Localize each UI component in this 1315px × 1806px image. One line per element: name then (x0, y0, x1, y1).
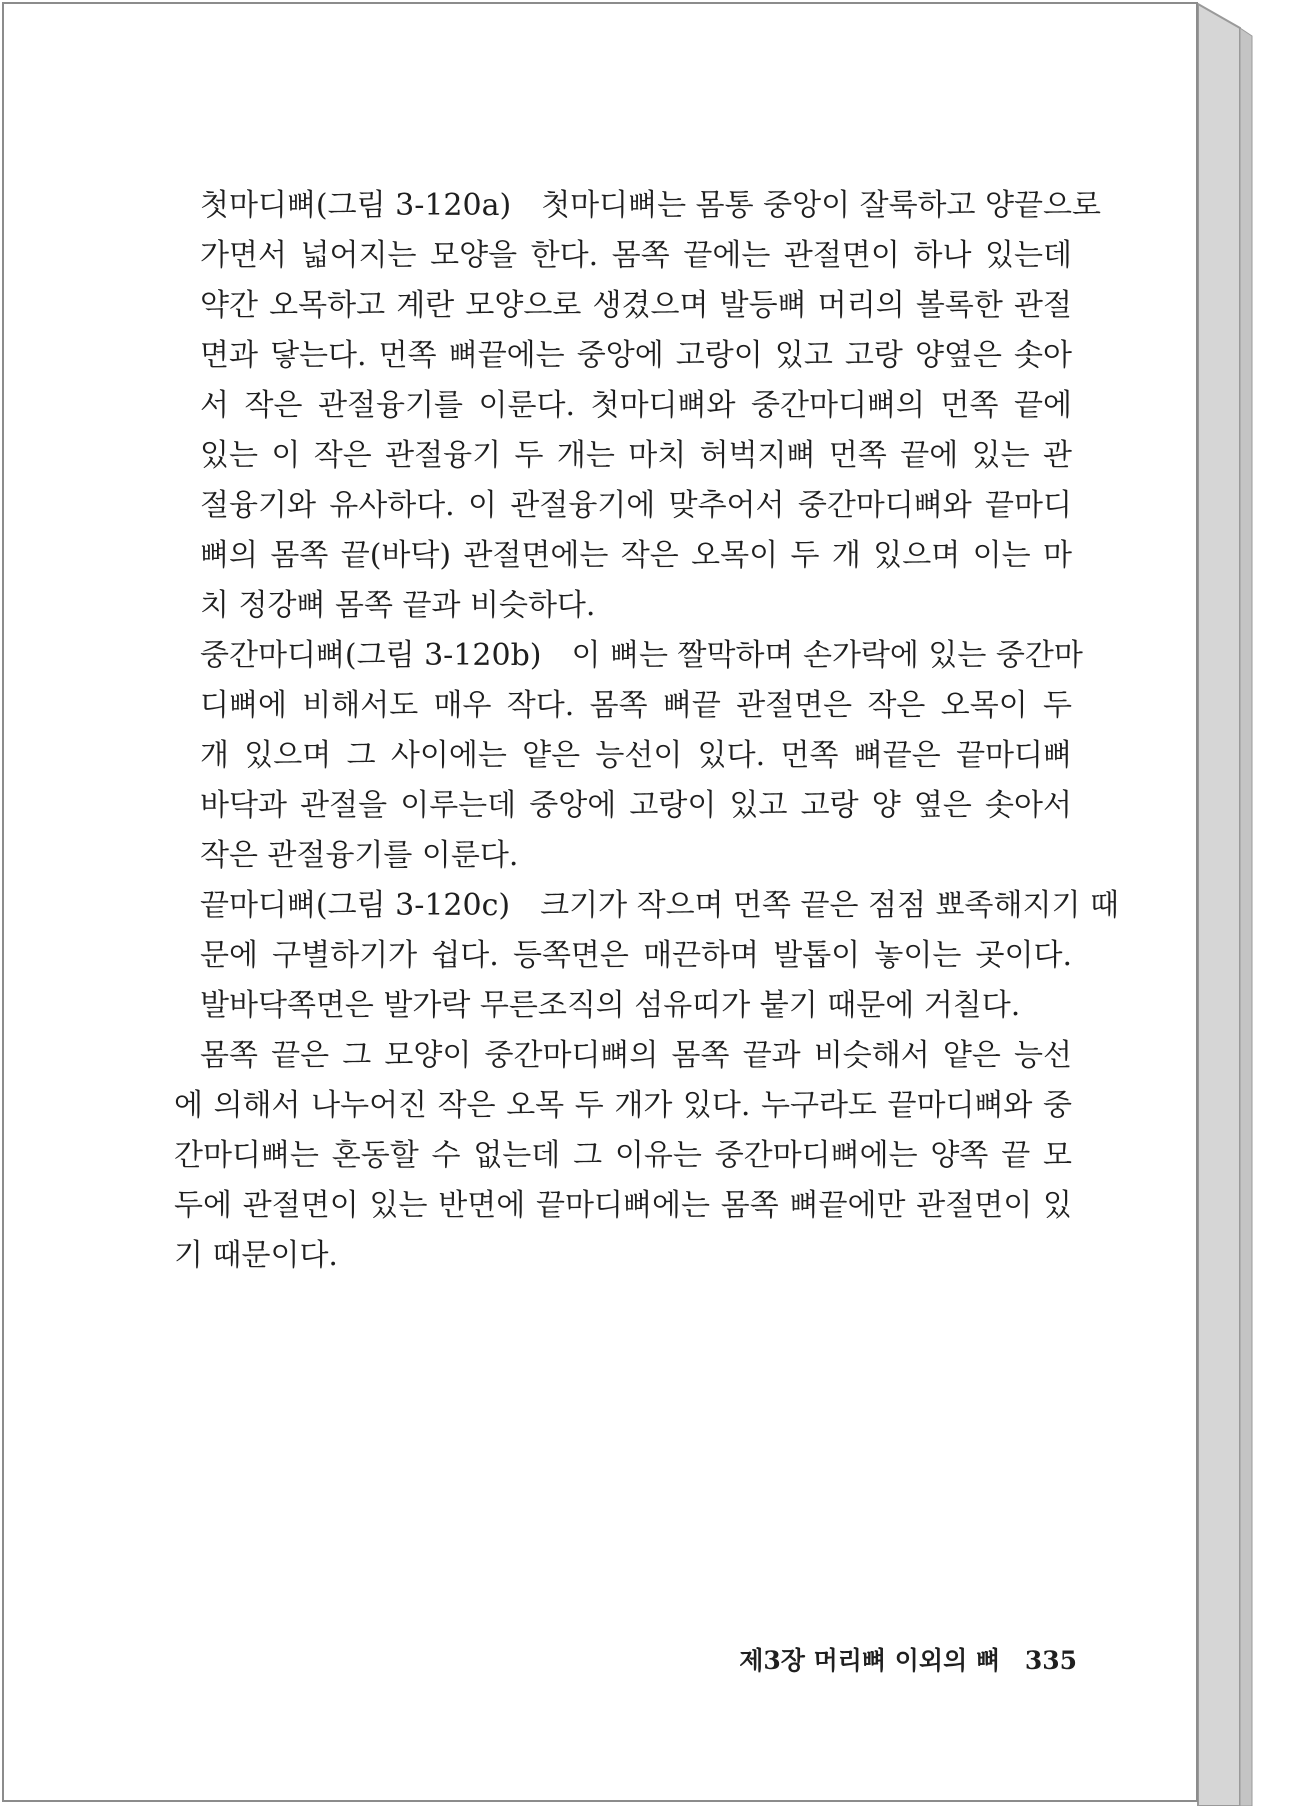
text-line: 바닥과 관절을 이루는데 중앙에 고랑이 있고 고랑 양 옆은 솟아서 (200, 788, 1072, 823)
text-line: 뼈의 몸쪽 끝(바닥) 관절면에는 작은 오목이 두 개 있으며 이는 마 (200, 538, 1072, 573)
text-line: 절융기와 유사하다. 이 관절융기에 맞추어서 중간마디뼈와 끝마디 (200, 488, 1072, 523)
text-line: 두에 관절면이 있는 반면에 끝마디뼈에는 몸쪽 뼈끝에만 관절면이 있 (174, 1188, 1072, 1223)
text-line: 면과 닿는다. 먼쪽 뼈끝에는 중앙에 고랑이 있고 고랑 양옆은 솟아 (200, 338, 1072, 373)
text-line: 문에 구별하기가 쉽다. 등쪽면은 매끈하며 발톱이 놓이는 곳이다. (200, 938, 1072, 973)
page-number: 335 (1024, 1646, 1077, 1675)
text-line: 발바닥쪽면은 발가락 무른조직의 섬유띠가 붙기 때문에 거칠다. (200, 988, 1021, 1023)
text-line: 에 의해서 나누어진 작은 오목 두 개가 있다. 누구라도 끝마디뼈와 중 (174, 1088, 1072, 1123)
text-line: 서 작은 관절융기를 이룬다. 첫마디뼈와 중간마디뼈의 먼쪽 끝에 (200, 388, 1072, 423)
text-line: 약간 오목하고 계란 모양으로 생겼으며 발등뼈 머리의 볼록한 관절 (200, 288, 1072, 323)
text-line: 몸쪽 끝은 그 모양이 중간마디뼈의 몸쪽 끝과 비슷해서 얕은 능선 (200, 1038, 1072, 1073)
paragraph (200, 631, 1083, 881)
text-line: 디뼈에 비해서도 매우 작다. 몸쪽 뼈끝 관절면은 작은 오목이 두 (200, 688, 1072, 723)
paragraph (200, 181, 1101, 631)
paragraph (200, 881, 1119, 1031)
text-line: 간마디뼈는 혼동할 수 없는데 그 이유는 중간마디뼈에는 양쪽 끝 모 (174, 1138, 1072, 1173)
text-line: 작은 관절융기를 이룬다. (200, 838, 519, 873)
running-head-chapter: 제3장 머리뼈 이외의 뼈 (739, 1646, 1001, 1675)
text-line: 첫마디뼈(그림 3-120a) 첫마디뼈는 몸통 중앙이 잘룩하고 양끝으로 (200, 188, 1101, 223)
text-line: 치 정강뼈 몸쪽 끝과 비슷하다. (200, 588, 596, 623)
text-line: 중간마디뼈(그림 3-120b) 이 뼈는 짤막하며 손가락에 있는 중간마 (200, 638, 1083, 673)
text-line: 기 때문이다. (174, 1238, 338, 1273)
paragraph (174, 1031, 1072, 1281)
text-line: 가면서 넓어지는 모양을 한다. 몸쪽 끝에는 관절면이 하나 있는데 (200, 238, 1072, 273)
text-line: 있는 이 작은 관절융기 두 개는 마치 허벅지뼈 먼쪽 끝에 있는 관 (200, 438, 1072, 473)
text-line: 끝마디뼈(그림 3-120c) 크기가 작으며 먼쪽 끝은 점점 뾰족해지기 때 (200, 888, 1119, 923)
text-line: 개 있으며 그 사이에는 얕은 능선이 있다. 먼쪽 뼈끝은 끝마디뼈 (200, 738, 1072, 773)
body-text (174, 181, 1119, 1281)
page-footer (739, 1641, 1077, 1677)
